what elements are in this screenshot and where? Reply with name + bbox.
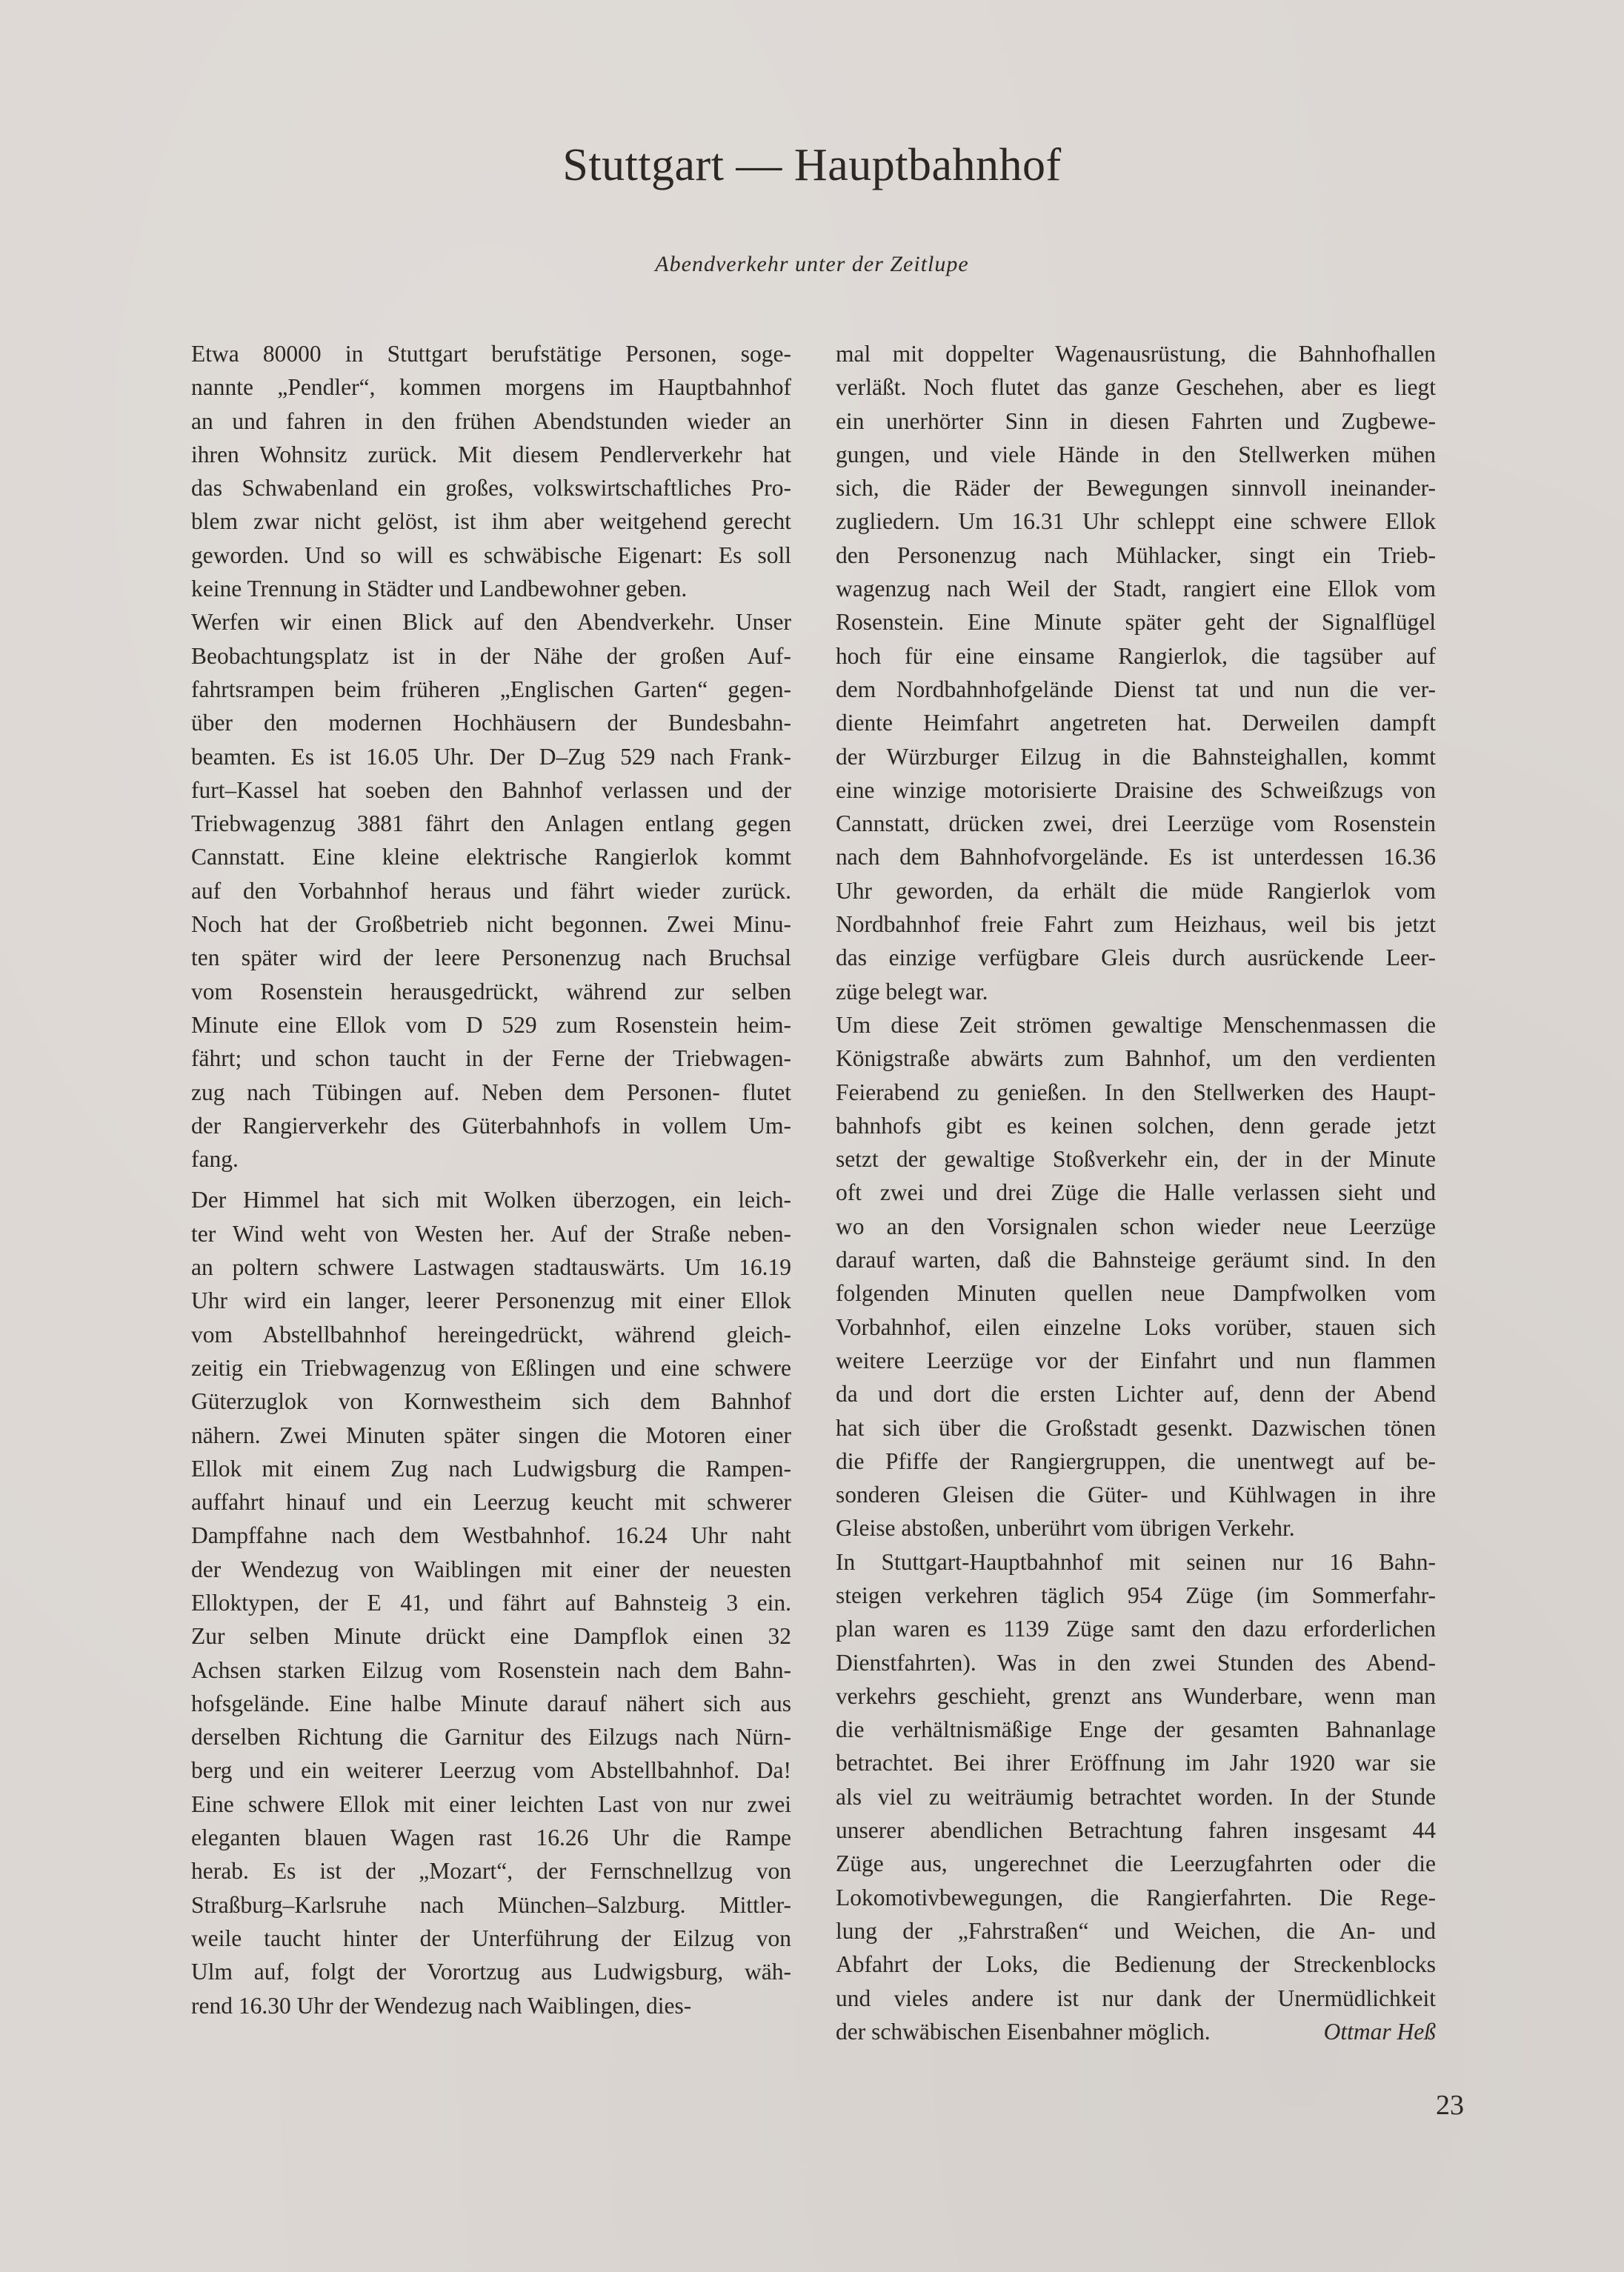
text-line: setzt der gewaltige Stoßverkehr ein, der in der Minute [836, 1146, 1436, 1173]
text-line: Cannstatt. Eine kleine elektrische Rangierlok kommt [191, 844, 791, 870]
text-column-right [836, 337, 1436, 2048]
text-line: wagenzug nach Weil der Stadt, rangiert eine Ellok vom [836, 576, 1436, 602]
text-line: verläßt. Noch flutet das ganze Geschehen, aber es liegt [836, 374, 1436, 401]
author-signature: Ottmar Heß [1323, 2018, 1436, 2045]
paragraph [836, 1545, 1436, 2048]
text-line: und vieles andere ist nur dank der Unermüdlichkeit [836, 1985, 1436, 2011]
text-line: Lokomotivbewegungen, die Rangierfahrten. Die Rege- [836, 1884, 1436, 1910]
text-line: Rosenstein. Eine Minute später geht der Signalflügel [836, 609, 1436, 636]
text-line: Züge aus, ungerechnet die Leerzugfahrten oder die [836, 1850, 1436, 1877]
text-line: beamten. Es ist 16.05 Uhr. Der D–Zug 529 nach Frank- [191, 743, 791, 770]
article-subtitle: Abendverkehr unter der Zeitlupe [655, 252, 969, 276]
text-column-left [191, 337, 791, 2022]
text-line: furt–Kassel hat soeben den Bahnhof verlassen und der [191, 776, 791, 803]
text-line: Ellok mit einem Zug nach Ludwigsburg die Rampen- [191, 1455, 791, 1482]
text-line: fährt; und schon taucht in der Ferne der Triebwagen- [191, 1045, 791, 1072]
text-line: bahnhofs gibt es keinen solchen, denn gerade jetzt [836, 1112, 1436, 1139]
text-line: herab. Es ist der „Mozart“, der Fernschnellzug von [191, 1858, 791, 1885]
text-line: ihren Wohnsitz zurück. Mit diesem Pendlerverkehr hat [191, 441, 791, 467]
text-line: rend 16.30 Uhr der Wendezug nach Waiblingen, dies- [191, 1992, 692, 2019]
text-line: derselben Richtung die Garnitur des Eilzugs nach Nürn- [191, 1724, 791, 1750]
text-line: Güterzuglok von Kornwestheim sich dem Bahnhof [191, 1388, 791, 1415]
text-line: Beobachtungsplatz ist in der Nähe der großen Auf- [191, 642, 791, 669]
text-line: den Personenzug nach Mühlacker, singt ein Trieb- [836, 542, 1436, 568]
text-line: gungen, und viele Hände in den Stellwerken mühen [836, 441, 1436, 467]
text-line: sonderen Gleisen die Güter- und Kühlwagen in ihre [836, 1482, 1436, 1508]
text-line: Uhr wird ein langer, leerer Personenzug mit einer Ellok [191, 1287, 791, 1314]
paragraph-gap [191, 1176, 791, 1183]
text-line: plan waren es 1139 Züge samt den dazu erforderlichen [836, 1616, 1436, 1642]
text-line: keine Trennung in Städter und Landbewohner geben. [191, 576, 688, 602]
text-line: nannte „Pendler“, kommen morgens im Hauptbahnhof [191, 374, 791, 401]
text-line: vom Rosenstein herausgedrückt, während zur selben [191, 978, 791, 1005]
text-line: Dampffahne nach dem Westbahnhof. 16.24 Uhr naht [191, 1522, 791, 1549]
text-line: an poltern schwere Lastwagen stadtauswärts. Um 16.19 [191, 1254, 791, 1281]
text-line: zugliedern. Um 16.31 Uhr schleppt eine schwere Ellok [836, 508, 1436, 535]
article-title: Stuttgart — Hauptbahnhof [562, 140, 1062, 190]
text-line: zug nach Tübingen auf. Neben dem Personen- flutet [191, 1079, 791, 1105]
text-line: ein unerhörter Sinn in diesen Fahrten und Zugbewe- [836, 407, 1436, 434]
paragraph [836, 1008, 1436, 1545]
closing-text: der schwäbischen Eisenbahner möglich. [836, 2018, 1211, 2045]
text-line: auf den Vorbahnhof heraus und fährt wieder zurück. [191, 877, 791, 904]
text-line: Dienstfahrten). Was in den zwei Stunden des Abend- [836, 1649, 1436, 1676]
text-line: hofsgelände. Eine halbe Minute darauf nähert sich aus [191, 1690, 791, 1716]
text-line: das einzige verfügbare Gleis durch ausrückende Leer- [836, 945, 1436, 971]
text-line [836, 2015, 1436, 2048]
text-line: betrachtet. Bei ihrer Eröffnung im Jahr 1920 war sie [836, 1750, 1436, 1776]
text-line: verkehrs geschieht, grenzt ans Wunderbare, wenn man [836, 1682, 1436, 1709]
text-line: vom Abstellbahnhof hereingedrückt, während gleich- [191, 1321, 791, 1347]
text-line: steigen verkehren täglich 954 Züge (im Sommerfahr- [836, 1582, 1436, 1608]
text-line: darauf warten, daß die Bahnsteige geräumt sind. In den [836, 1247, 1436, 1273]
text-line: Triebwagenzug 3881 fährt den Anlagen entlang gegen [191, 810, 791, 837]
text-line: mal mit doppelter Wagenausrüstung, die Bahnhofhallen [836, 341, 1436, 367]
text-line: Noch hat der Großbetrieb nicht begonnen. Zwei Minu- [191, 911, 791, 938]
paragraph [191, 1183, 791, 2022]
paragraph [191, 337, 791, 605]
text-line: weile taucht hinter der Unterführung der Eilzug von [191, 1925, 791, 1951]
text-line: der Rangierverkehr des Güterbahnhofs in vollem Um- [191, 1112, 791, 1139]
text-line: das Schwabenland ein großes, volkswirtschaftliches Pro- [191, 475, 791, 502]
text-line: blem zwar nicht gelöst, ist ihm aber weitgehend gerecht [191, 508, 791, 535]
text-line: ter Wind weht von Westen her. Auf der Straße neben- [191, 1220, 791, 1247]
text-line: oft zwei und drei Züge die Halle verlassen sieht und [836, 1179, 1436, 1206]
text-line: lung der „Fahrstraßen“ und Weichen, die An- und [836, 1917, 1436, 1944]
text-line: diente Heimfahrt angetreten hat. Derweilen dampft [836, 710, 1436, 736]
text-line: die verhältnismäßige Enge der gesamten Bahnanlage [836, 1716, 1436, 1743]
text-line: Zur selben Minute drückt eine Dampflok einen 32 [191, 1623, 791, 1650]
text-line: Abfahrt der Loks, die Bedienung der Streckenblocks [836, 1951, 1436, 1978]
page-number: 23 [1436, 2090, 1464, 2121]
text-line: Nordbahnhof freie Fahrt zum Heizhaus, weil bis jetzt [836, 911, 1436, 938]
text-line: wo an den Vorsignalen schon wieder neue Leerzüge [836, 1213, 1436, 1239]
text-line: Uhr geworden, da erhält die müde Rangierlok vom [836, 877, 1436, 904]
text-line: Etwa 80000 in Stuttgart berufstätige Personen, soge- [191, 341, 791, 367]
text-line: Achsen starken Eilzug vom Rosenstein nach dem Bahn- [191, 1656, 791, 1683]
text-line: über den modernen Hochhäusern der Bundesbahn- [191, 710, 791, 736]
paragraph [191, 605, 791, 1176]
text-line: auffahrt hinauf und ein Leerzug keucht mit schwerer [191, 1489, 791, 1516]
text-line: In Stuttgart-Hauptbahnhof mit seinen nur 16 Bahn- [836, 1548, 1436, 1575]
text-line: die Pfiffe der Rangiergruppen, die unentwegt auf be- [836, 1448, 1436, 1474]
text-line: an und fahren in den frühen Abendstunden wieder an [191, 407, 791, 434]
text-line: Ulm auf, folgt der Vorortzug aus Ludwigsburg, wäh- [191, 1959, 791, 1985]
text-line: sich, die Räder der Bewegungen sinnvoll ineinander- [836, 475, 1436, 502]
text-line: zeitig ein Triebwagenzug von Eßlingen und eine schwere [191, 1354, 791, 1381]
text-line: eleganten blauen Wagen rast 16.26 Uhr die Rampe [191, 1825, 791, 1851]
text-line: fahrtsrampen beim früheren „Englischen Garten“ gegen- [191, 676, 791, 702]
text-line: hoch für eine einsame Rangierlok, die tagsüber auf [836, 642, 1436, 669]
text-line: Der Himmel hat sich mit Wolken überzogen, ein leich- [191, 1187, 791, 1213]
text-line: unserer abendlichen Betrachtung fahren insgesamt 44 [836, 1817, 1436, 1844]
text-line: weitere Leerzüge vor der Einfahrt und nun flammen [836, 1347, 1436, 1373]
text-line: Feierabend zu genießen. In den Stellwerken des Haupt- [836, 1079, 1436, 1105]
text-line: züge belegt war. [836, 978, 988, 1005]
text-line: Eine schwere Ellok mit einer leichten Last von nur zwei [191, 1790, 791, 1817]
text-line: berg und ein weiterer Leerzug vom Abstellbahnhof. Da! [191, 1757, 791, 1784]
text-line: Vorbahnhof, eilen einzelne Loks vorüber, stauen sich [836, 1313, 1436, 1340]
text-line: Gleise abstoßen, unberührt vom übrigen Verkehr. [836, 1515, 1295, 1542]
text-line: nach dem Bahnhofvorgelände. Es ist unterdessen 16.36 [836, 844, 1436, 870]
text-line: Elloktypen, der E 41, und fährt auf Bahnsteig 3 ein. [191, 1589, 791, 1616]
text-line: fang. [191, 1146, 239, 1173]
text-line: Minute eine Ellok vom D 529 zum Rosenstein heim- [191, 1011, 791, 1038]
text-line: Königstraße abwärts zum Bahnhof, um den verdienten [836, 1045, 1436, 1072]
text-line: der Wendezug von Waiblingen mit einer der neuesten [191, 1556, 791, 1582]
text-line: als viel zu weiträumig betrachtet worden. In der Stunde [836, 1783, 1436, 1810]
text-line: hat sich über die Großstadt gesenkt. Dazwischen tönen [836, 1414, 1436, 1441]
text-line: folgenden Minuten quellen neue Dampfwolken vom [836, 1280, 1436, 1307]
text-line: geworden. Und so will es schwäbische Eigenart: Es soll [191, 542, 791, 568]
text-line: der Würzburger Eilzug in die Bahnsteighallen, kommt [836, 743, 1436, 770]
text-line: Werfen wir einen Blick auf den Abendverkehr. Unser [191, 609, 791, 636]
text-line: da und dort die ersten Lichter auf, denn der Abend [836, 1381, 1436, 1407]
text-line: nähern. Zwei Minuten später singen die Motoren einer [191, 1422, 791, 1448]
text-line: Cannstatt, drücken zwei, drei Leerzüge vom Rosenstein [836, 810, 1436, 837]
text-line: ten später wird der leere Personenzug nach Bruchsal [191, 945, 791, 971]
paragraph [836, 337, 1436, 1008]
text-line: dem Nordbahnhofgelände Dienst tat und nun die ver- [836, 676, 1436, 702]
text-line: eine winzige motorisierte Draisine des Schweißzugs von [836, 776, 1436, 803]
text-line: Um diese Zeit strömen gewaltige Menschenmassen die [836, 1011, 1436, 1038]
text-line: Straßburg–Karlsruhe nach München–Salzburg. Mittler- [191, 1891, 791, 1918]
